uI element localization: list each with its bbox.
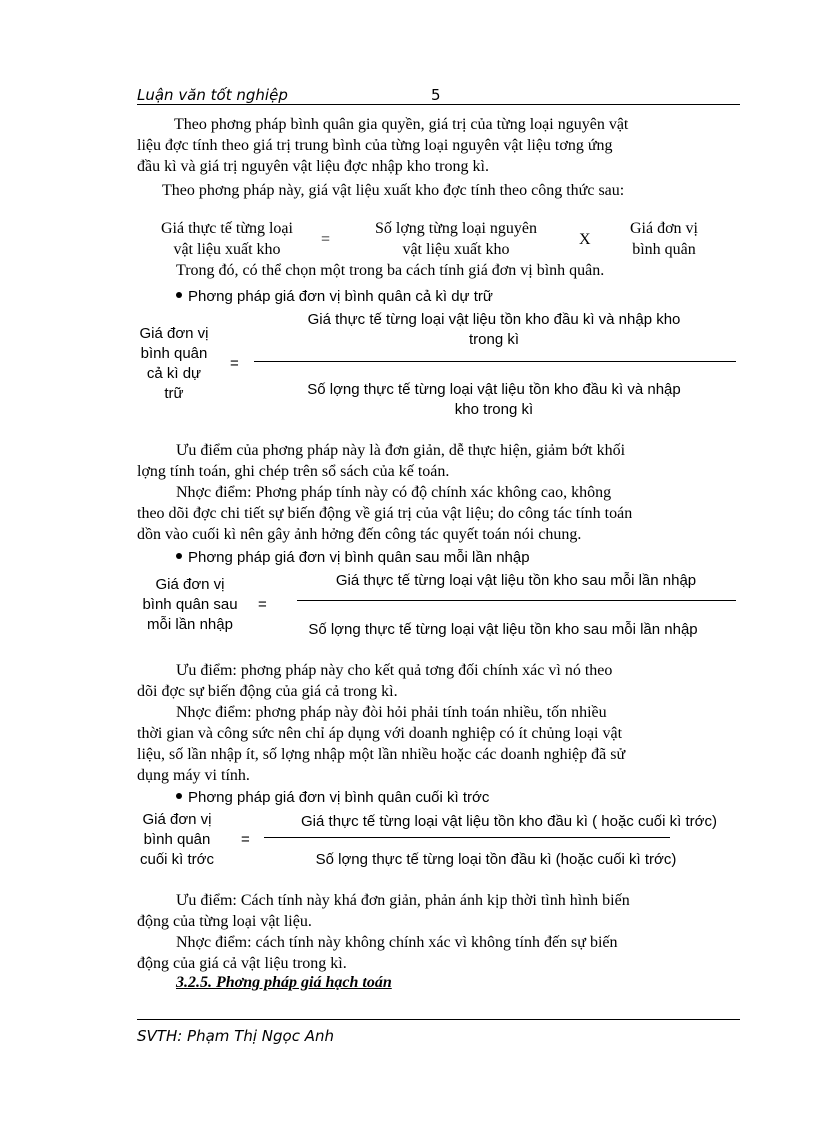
intro-line-4: Theo phơng pháp này, giá vật liệu xuất kho đợc tính theo công thức sau:: [162, 182, 625, 199]
method2-lhs-line2: bình quân sau: [142, 596, 238, 613]
p1-line-2: lợng tính toán, ghi chép trên sổ sách của kế toán.: [137, 463, 450, 480]
intro-line-2: liệu đợc tính theo giá trị trung bình của từng loại nguyên vật liệu tơng ứng: [137, 137, 613, 154]
method3-title-text: Phơng pháp giá đơn vị bình quân cuối kì trớc: [188, 789, 490, 806]
method1-denominator-line1: Số lợng thực tế từng loại vật liệu tồn kho đầu kì và nhập: [307, 381, 681, 398]
formula1-term-c-line2: bình quân: [632, 241, 696, 258]
method3-equals: =: [241, 831, 250, 848]
formula1-term-a-line2: vật liệu xuất kho: [173, 241, 281, 258]
p3-line-3: Nhợc điểm: cách tính này không chính xác vì không tính đến sự biến: [176, 934, 618, 951]
p2-line-5: liệu, số lần nhập ít, số lợng nhập một lần nhiều hoặc các doanh nghiệp đã sử: [137, 746, 626, 763]
p1-line-5: dồn vào cuối kì nên gây ảnh hởng đến công tác quyết toán nói chung.: [137, 526, 582, 543]
p2-line-4: thời gian và công sức nên chỉ áp dụng với doanh nghiệp có ít chủng loại vật: [137, 725, 623, 742]
header-rule: [137, 104, 740, 105]
p1-line-4: theo dõi đợc chi tiết sự biến động về giá trị của vật liệu; do công tác tính toán: [137, 505, 633, 522]
method3-lhs-line1: Giá đơn vị: [142, 811, 212, 828]
method2-lhs-line1: Giá đơn vị: [155, 576, 225, 593]
bullet-icon: [176, 553, 182, 559]
running-header-title: Luận văn tốt nghiệp: [137, 86, 288, 104]
method2-lhs-line3: mỗi lần nhập: [147, 616, 233, 633]
method2-equals: =: [258, 596, 267, 613]
p3-line-2: động của từng loại vật liệu.: [137, 913, 312, 930]
intro-line-3: đầu kì và giá trị nguyên vật liệu đợc nhập kho trong kì.: [137, 158, 489, 175]
p1-line-3: Nhợc điểm: Phơng pháp tính này có độ chính xác không cao, không: [176, 484, 612, 501]
footer-author: SVTH: Phạm Thị Ngọc Anh: [137, 1027, 334, 1045]
intro-line-1: Theo phơng pháp bình quân gia quyền, giá trị của từng loại nguyên vật: [174, 116, 629, 133]
method1-lhs-line4: trữ: [164, 385, 184, 402]
choose-method-text: Trong đó, có thể chọn một trong ba cách tính giá đơn vị bình quân.: [176, 262, 605, 279]
formula1-term-a-line1: Giá thực tế từng loại: [161, 220, 293, 237]
method2-title: [176, 548, 530, 568]
method3-lhs-line3: cuối kì trớc: [139, 851, 215, 868]
method3-fraction-bar: [264, 837, 670, 838]
p3-line-4: động của giá cả vật liệu trong kì.: [137, 955, 347, 972]
method2-fraction-bar: [297, 600, 736, 601]
formula1-equals: =: [321, 231, 331, 248]
formula1-multiply: X: [579, 231, 591, 248]
method1-numerator-line1: Giá thực tế từng loại vật liệu tồn kho đầu kì và nhập kho: [307, 311, 681, 328]
p2-line-2: dõi đợc sự biến động của giá cả trong kì.: [137, 683, 398, 700]
method3-title: [176, 788, 489, 808]
p2-line-6: dụng máy vi tính.: [137, 767, 250, 784]
method1-lhs-line3: cả kì dự: [146, 365, 202, 382]
formula1-term-b-line1: Số lợng từng loại nguyên: [374, 220, 537, 237]
section-heading: 3.2.5. Phơng pháp giá hạch toán: [176, 974, 392, 991]
p2-line-3: Nhợc điểm: phơng pháp này đòi hỏi phải tính toán nhiều, tốn nhiều: [176, 704, 607, 721]
method1-fraction-bar: [254, 361, 736, 362]
method3-lhs-line2: bình quân: [143, 831, 211, 848]
formula1-term-b-line2: vật liệu xuất kho: [402, 241, 510, 258]
method1-lhs-line1: Giá đơn vị: [139, 325, 209, 342]
method1-denominator-line2: kho trong kì: [454, 401, 534, 418]
bullet-icon: [176, 292, 182, 298]
method2-title-text: Phơng pháp giá đơn vị bình quân sau mỗi lần nhập: [188, 549, 530, 566]
p2-line-1: Ưu điểm: phơng pháp này cho kết quả tơng đối chính xác vì nó theo: [176, 662, 613, 679]
p3-line-1: Ưu điểm: Cách tính này khá đơn giản, phản ánh kịp thời tình hình biến: [176, 892, 630, 909]
method1-title: [176, 287, 493, 307]
footer-rule: [137, 1019, 740, 1020]
method1-title-text: Phơng pháp giá đơn vị bình quân cả kì dự trữ: [188, 288, 493, 305]
method3-denominator: Số lợng thực tế từng loại tồn đầu kì (hoặc cuối kì trớc): [315, 851, 677, 868]
page-number: 5: [431, 86, 441, 104]
method1-numerator-line2: trong kì: [468, 331, 520, 348]
method3-numerator: Giá thực tế từng loại vật liệu tồn kho đầu kì ( hoặc cuối kì trớc): [301, 813, 717, 830]
method2-denominator: Số lợng thực tế từng loại vật liệu tồn kho sau mỗi lần nhập: [308, 621, 698, 638]
formula1-term-c-line1: Giá đơn vị: [629, 220, 698, 237]
p1-line-1: Ưu điểm của phơng pháp này là đơn giản, dễ thực hiện, giảm bớt khối: [176, 442, 626, 459]
method1-lhs-line2: bình quân: [140, 345, 208, 362]
method2-numerator: Giá thực tế từng loại vật liệu tồn kho sau mỗi lần nhập: [335, 572, 697, 589]
method1-equals: =: [230, 355, 239, 372]
bullet-icon: [176, 793, 182, 799]
